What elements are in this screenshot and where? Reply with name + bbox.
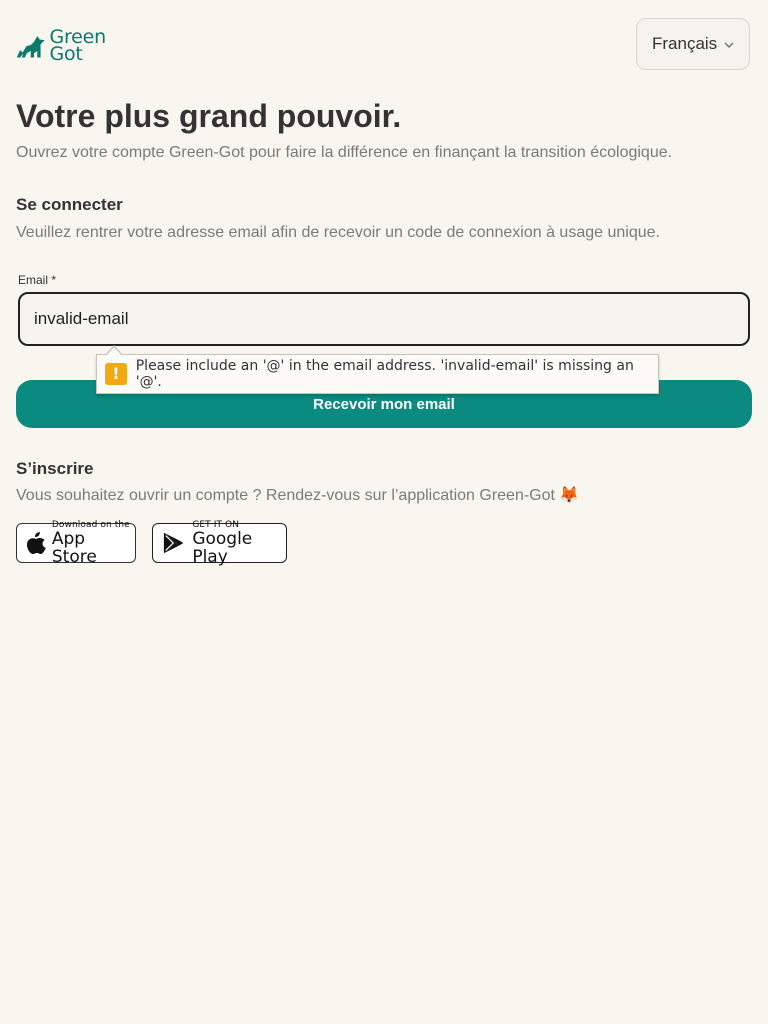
signup-title: S’inscrire xyxy=(16,459,94,478)
google-play-small-text: GET IT ON xyxy=(192,520,240,530)
green-got-logo[interactable] xyxy=(16,28,106,64)
login-title: Se connecter xyxy=(16,195,123,214)
logo-line-got: Got xyxy=(49,43,83,65)
header xyxy=(16,18,750,72)
app-store-badge[interactable] xyxy=(16,520,136,567)
apple-icon xyxy=(25,531,47,555)
signup-description: Vous souhaitez ouvrir un compte ? Rendez-vous sur l’application Green-Got 🦊 xyxy=(16,487,580,504)
logo-text xyxy=(49,26,106,65)
google-play-badge[interactable] xyxy=(152,520,287,567)
app-store-small-text: Download on the xyxy=(51,520,130,530)
email-input[interactable] xyxy=(18,292,750,346)
google-play-icon xyxy=(162,531,184,555)
tooltip-arrow xyxy=(105,345,123,355)
fox-logo-icon xyxy=(16,30,45,62)
page-subtitle: Ouvrez votre compte Green-Got pour faire la différence en finançant la transition écologique. xyxy=(16,144,673,161)
warning-icon: ! xyxy=(105,363,127,385)
language-select[interactable] xyxy=(636,18,750,70)
google-play-text xyxy=(192,520,286,566)
app-store-big-text: App Store xyxy=(51,529,97,567)
validation-message: Please include an '@' in the email address. 'invalid-email' is missing an '@'. xyxy=(135,358,634,390)
google-play-big-text: Google Play xyxy=(192,529,253,567)
logo-line-green: Green xyxy=(49,26,106,48)
login-description: Veuillez rentrer votre adresse email afin de recevoir un code de connexion à usage unique. xyxy=(16,224,660,241)
app-store-text xyxy=(52,520,135,566)
language-select-value: Français xyxy=(652,34,718,53)
page-title: Votre plus grand pouvoir. xyxy=(16,98,402,134)
chevron-down-icon xyxy=(723,39,735,51)
submit-email-button[interactable]: Recevoir mon email xyxy=(16,380,752,428)
validation-tooltip xyxy=(96,354,659,394)
email-label: Email * xyxy=(18,273,57,287)
